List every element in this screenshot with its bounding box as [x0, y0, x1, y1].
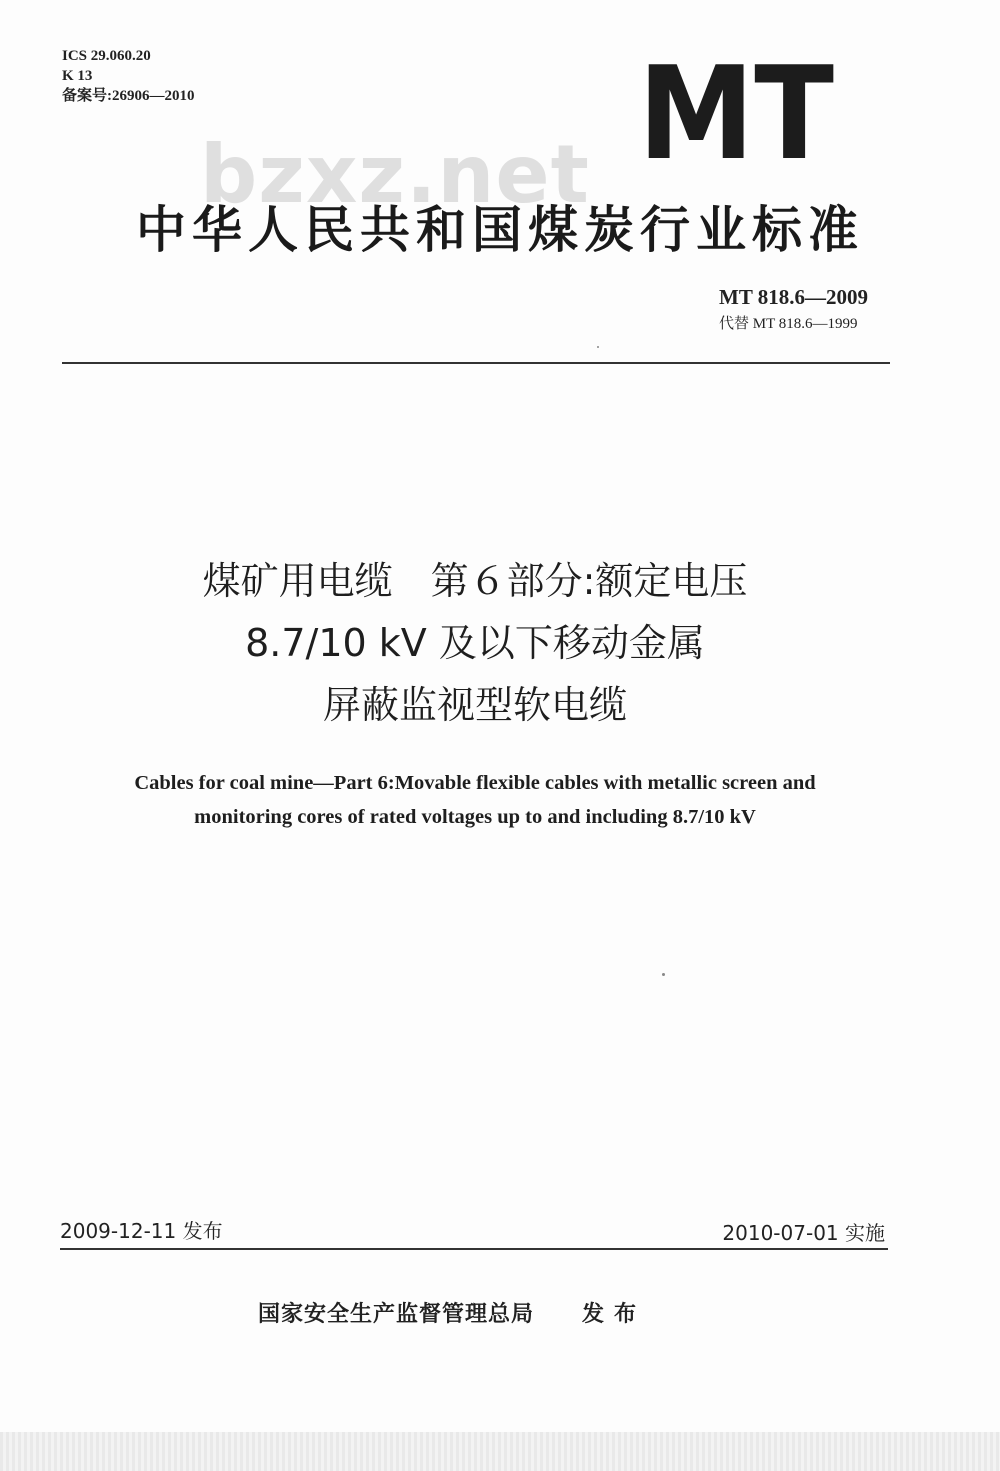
- standard-category-title: 中华人民共和国煤炭行业标准: [136, 201, 864, 259]
- bottom-divider: [60, 1248, 888, 1250]
- english-title-line: Cables for coal mine—Part 6:Movable flexible cables with metallic screen and: [134, 772, 816, 794]
- filing-number: 备案号:26906—2010: [62, 88, 195, 104]
- top-divider: [62, 362, 890, 364]
- chinese-title: [0, 550, 950, 736]
- ccs-code: K 13: [62, 68, 93, 84]
- classification-codes: [62, 46, 195, 106]
- scan-speck: [662, 973, 665, 976]
- ics-code: ICS 29.060.20: [62, 48, 151, 64]
- issuer-name: 国家安全生产监督管理总局: [258, 1302, 535, 1327]
- issuer-action: 发布: [582, 1302, 647, 1327]
- watermark: bzxz.net: [200, 128, 590, 221]
- issuing-authority: [258, 1297, 646, 1328]
- chinese-title-line: 煤矿用电缆 第６部分:额定电压: [202, 559, 748, 603]
- english-title: [0, 766, 950, 834]
- standard-number: MT 818.6—2009: [719, 285, 868, 309]
- svg-text:MT: MT: [638, 58, 834, 168]
- effective-date: 2010-07-01 实施: [722, 1221, 885, 1245]
- chinese-title-line: 8.7/10 kV 及以下移动金属: [245, 621, 705, 665]
- issue-date: 2009-12-11 发布: [60, 1219, 223, 1243]
- standard-number-block: [719, 285, 868, 333]
- english-title-line: monitoring cores of rated voltages up to and including 8.7/10 kV: [194, 806, 756, 828]
- scan-speck: [597, 346, 599, 348]
- scan-edge-strip: [0, 1432, 1000, 1471]
- replaces-standard: 代替 MT 818.6—1999: [719, 316, 858, 332]
- chinese-title-line: 屏蔽监视型软电缆: [322, 683, 627, 727]
- mt-logo: [636, 58, 836, 168]
